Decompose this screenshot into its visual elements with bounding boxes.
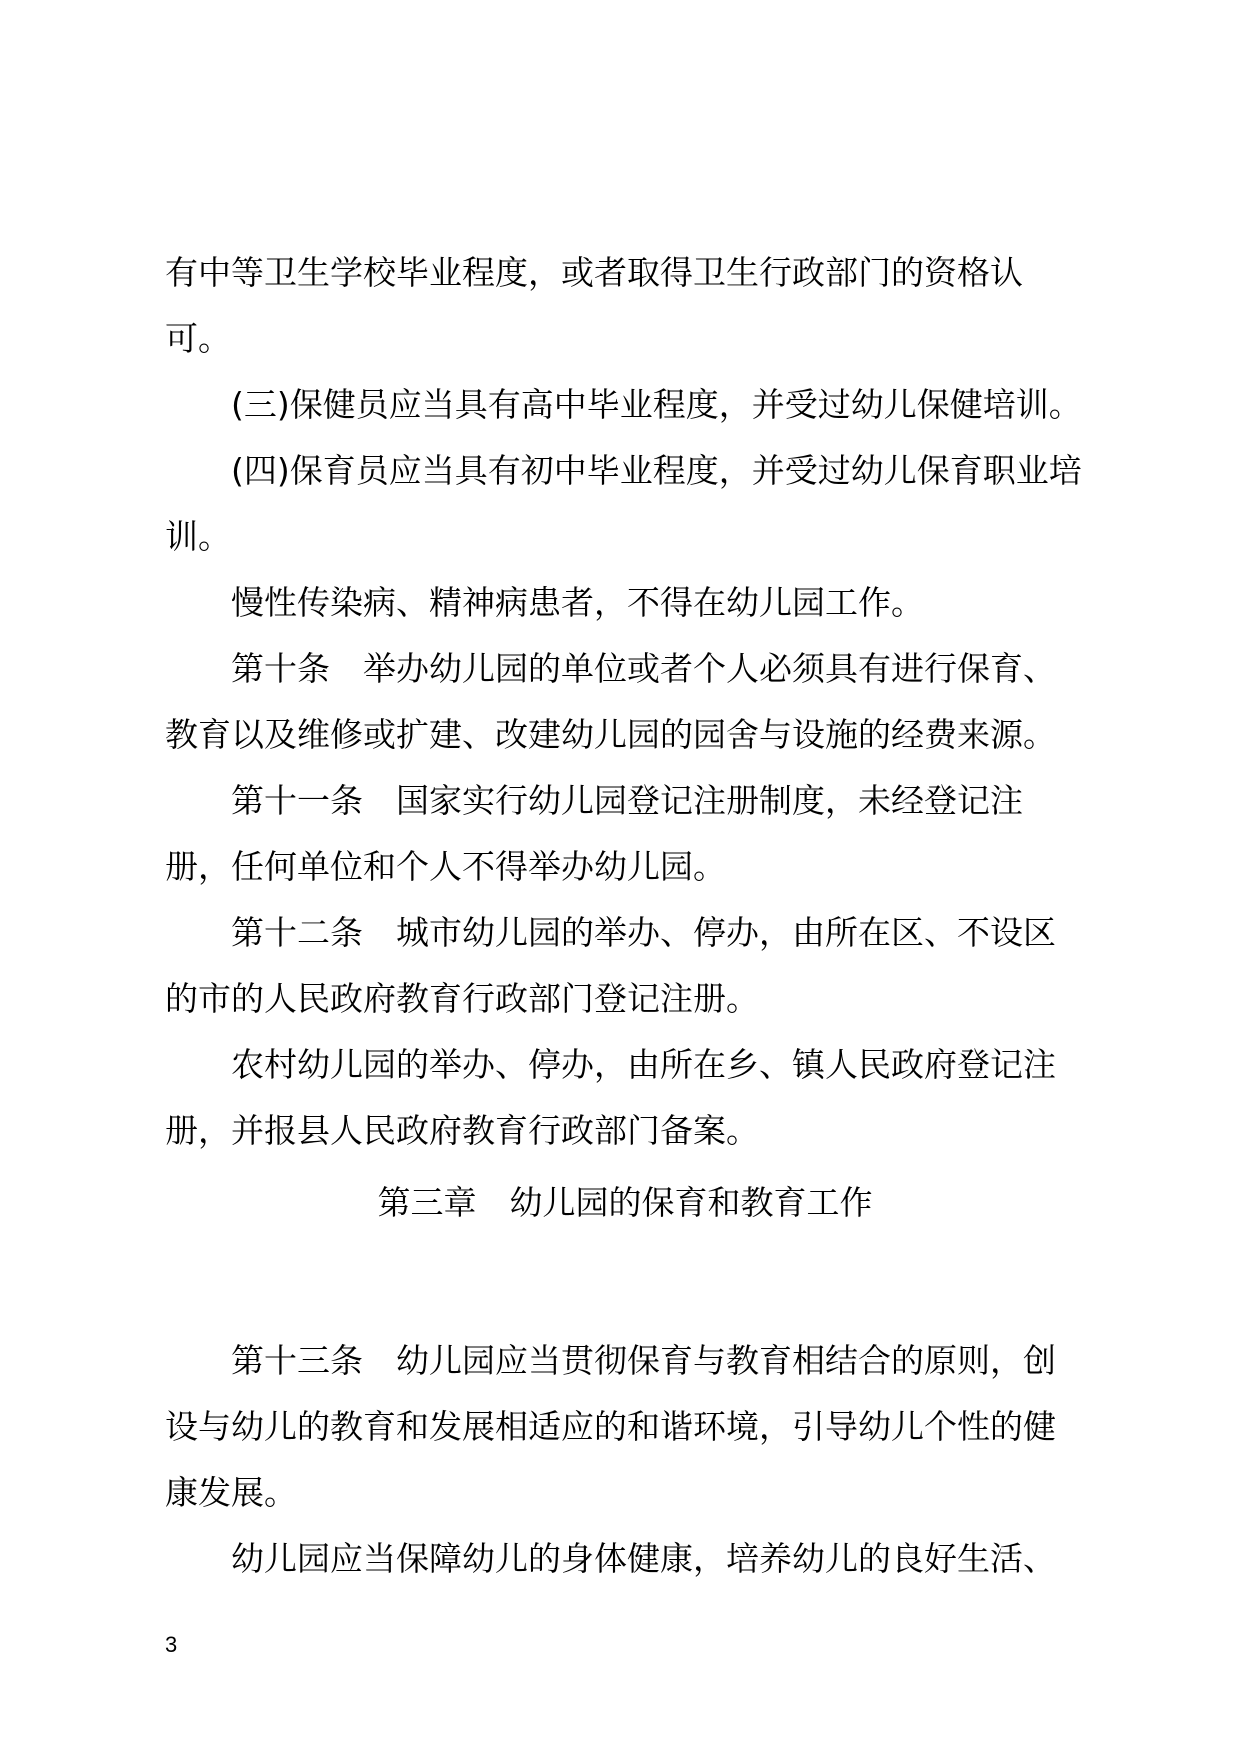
paragraph-health-duties: 幼儿园应当保障幼儿的身体健康，培养幼儿的良好生活、 [231, 1539, 1056, 1578]
article-12 [165, 900, 1085, 1032]
article-text: 举办幼儿园的单位或者个人必须具有进行保育、教育以及维修或扩建、改建幼儿园的园舍与设施的经费来源。 [165, 649, 1056, 754]
article-number: 第十三条 [231, 1341, 363, 1380]
article-10 [165, 636, 1085, 768]
chapter-title: 幼儿园的保育和教育工作 [509, 1183, 873, 1222]
chapter-number: 第三章 [377, 1183, 477, 1222]
page-number: 3 [165, 1632, 178, 1657]
chapter-heading [165, 1170, 1085, 1236]
article-13 [165, 1328, 1085, 1526]
article-text: 国家实行幼儿园登记注册制度，未经登记注册，任何单位和个人不得举办幼儿园。 [165, 781, 1023, 886]
article-text: 幼儿园应当贯彻保育与教育相结合的原则，创设与幼儿的教育和发展相适应的和谐环境，引导幼儿个性的健康发展。 [165, 1341, 1056, 1512]
article-11 [165, 768, 1085, 900]
article-number: 第十条 [231, 649, 330, 688]
article-number: 第十一条 [231, 781, 363, 820]
paragraph-item-3: (三)保健员应当具有高中毕业程度，并受过幼儿保健培训。 [231, 385, 1082, 424]
paragraph-item-4: (四)保育员应当具有初中毕业程度，并受过幼儿保育职业培训。 [165, 451, 1082, 556]
paragraph-continuation: 有中等卫生学校毕业程度，或者取得卫生行政部门的资格认可。 [165, 253, 1023, 358]
paragraph-rural-kindergarten: 农村幼儿园的举办、停办，由所在乡、镇人民政府登记注册，并报县人民政府教育行政部门备案。 [165, 1045, 1056, 1150]
article-number: 第十二条 [231, 913, 363, 952]
article-text: 城市幼儿园的举办、停办，由所在区、不设区的市的人民政府教育行政部门登记注册。 [165, 913, 1056, 1018]
document-body [165, 240, 1085, 1592]
paragraph-health-restriction: 慢性传染病、精神病患者，不得在幼儿园工作。 [231, 583, 924, 622]
